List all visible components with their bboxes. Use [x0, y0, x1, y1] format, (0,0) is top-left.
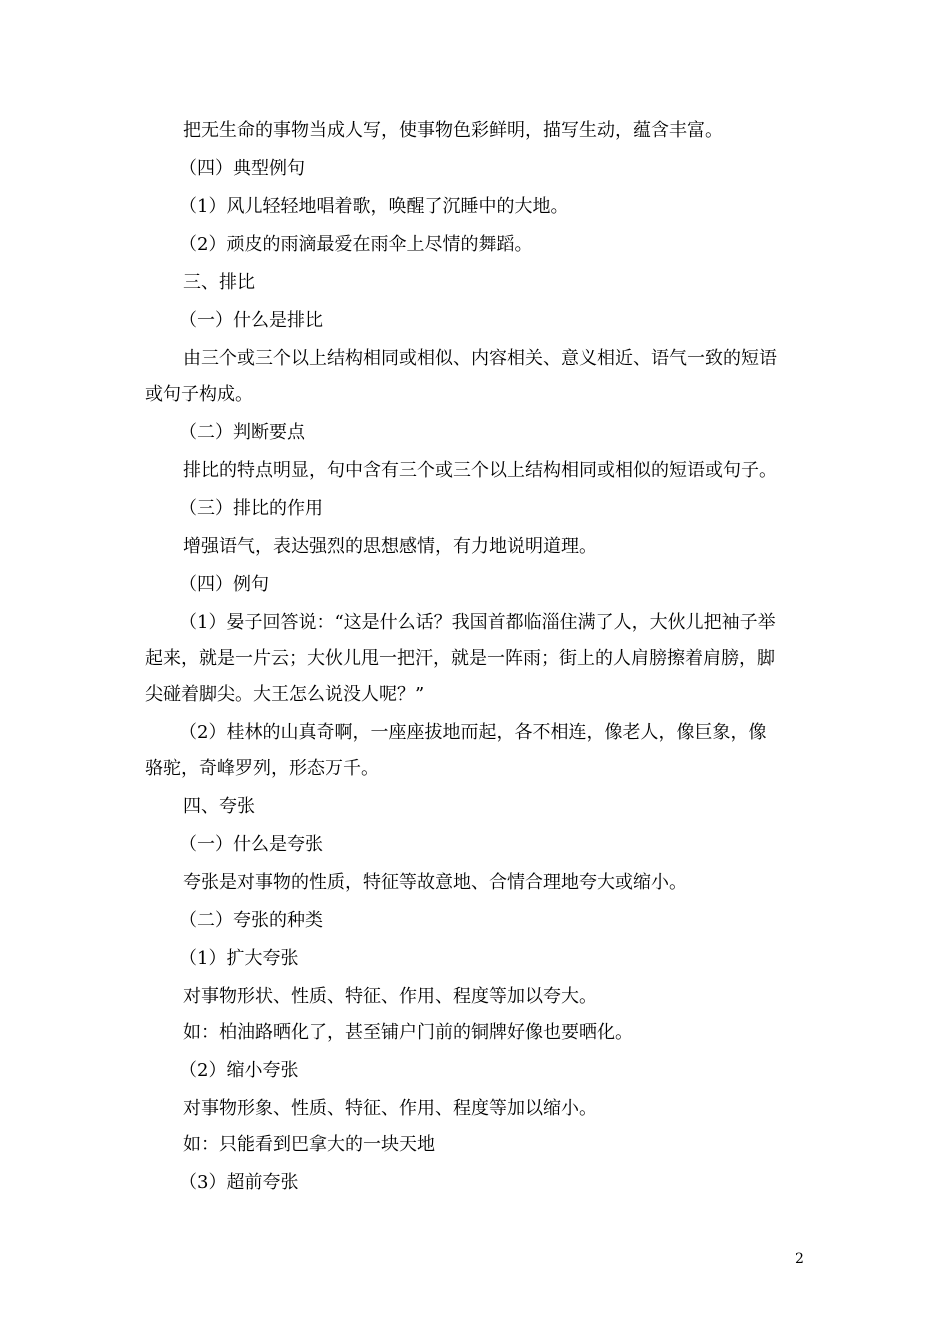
section-heading: （四）典型例句	[179, 158, 305, 179]
chapter-heading: 四、夸张	[183, 796, 255, 817]
section-heading: （二）夸张的种类	[179, 910, 323, 931]
section-heading: （一）什么是排比	[179, 310, 323, 331]
paragraph-line: 起来，就是一片云；大伙儿甩一把汗，就是一阵雨；街上的人肩膀擦着肩膀，脚	[145, 648, 775, 669]
paragraph-line: 由三个或三个以上结构相同或相似、内容相关、意义相近、语气一致的短语	[183, 348, 777, 369]
section-heading: （四）例句	[179, 574, 269, 595]
paragraph-line: 把无生命的事物当成人写，使事物色彩鲜明，描写生动，蕴含丰富。	[183, 120, 723, 141]
paragraph-line: 对事物形象、性质、特征、作用、程度等加以缩小。	[183, 1098, 597, 1119]
example-line: 如：柏油路晒化了，甚至铺户门前的铜牌好像也要晒化。	[183, 1022, 633, 1043]
paragraph-line: 或句子构成。	[145, 384, 253, 405]
subsection-heading: （2）缩小夸张	[179, 1060, 299, 1081]
page-number: 2	[795, 1251, 804, 1267]
subsection-heading: （1）扩大夸张	[179, 948, 299, 969]
example-line: （2）顽皮的雨滴最爱在雨伞上尽情的舞蹈。	[179, 234, 533, 255]
subsection-heading: （3）超前夸张	[179, 1172, 299, 1193]
paragraph-line: 尖碰着脚尖。大王怎么说没人呢？”	[145, 684, 425, 705]
paragraph-line: 骆驼，奇峰罗列，形态万千。	[145, 758, 379, 779]
paragraph-line: 夸张是对事物的性质，特征等故意地、合情合理地夸大或缩小。	[183, 872, 687, 893]
section-heading: （二）判断要点	[179, 422, 305, 443]
paragraph-line: 排比的特点明显，句中含有三个或三个以上结构相同或相似的短语或句子。	[183, 460, 777, 481]
paragraph-line: 对事物形状、性质、特征、作用、程度等加以夸大。	[183, 986, 597, 1007]
chapter-heading: 三、排比	[183, 272, 255, 293]
example-line: （1）晏子回答说：“这是什么话？我国首都临淄住满了人，大伙儿把袖子举	[179, 612, 776, 633]
section-heading: （三）排比的作用	[179, 498, 323, 519]
example-line: （1）风儿轻轻地唱着歌，唤醒了沉睡中的大地。	[179, 196, 569, 217]
example-line: 如：只能看到巴拿大的一块天地	[183, 1134, 435, 1155]
example-line: （2）桂林的山真奇啊，一座座拔地而起，各不相连，像老人，像巨象，像	[179, 722, 767, 743]
section-heading: （一）什么是夸张	[179, 834, 323, 855]
paragraph-line: 增强语气，表达强烈的思想感情，有力地说明道理。	[183, 536, 597, 557]
